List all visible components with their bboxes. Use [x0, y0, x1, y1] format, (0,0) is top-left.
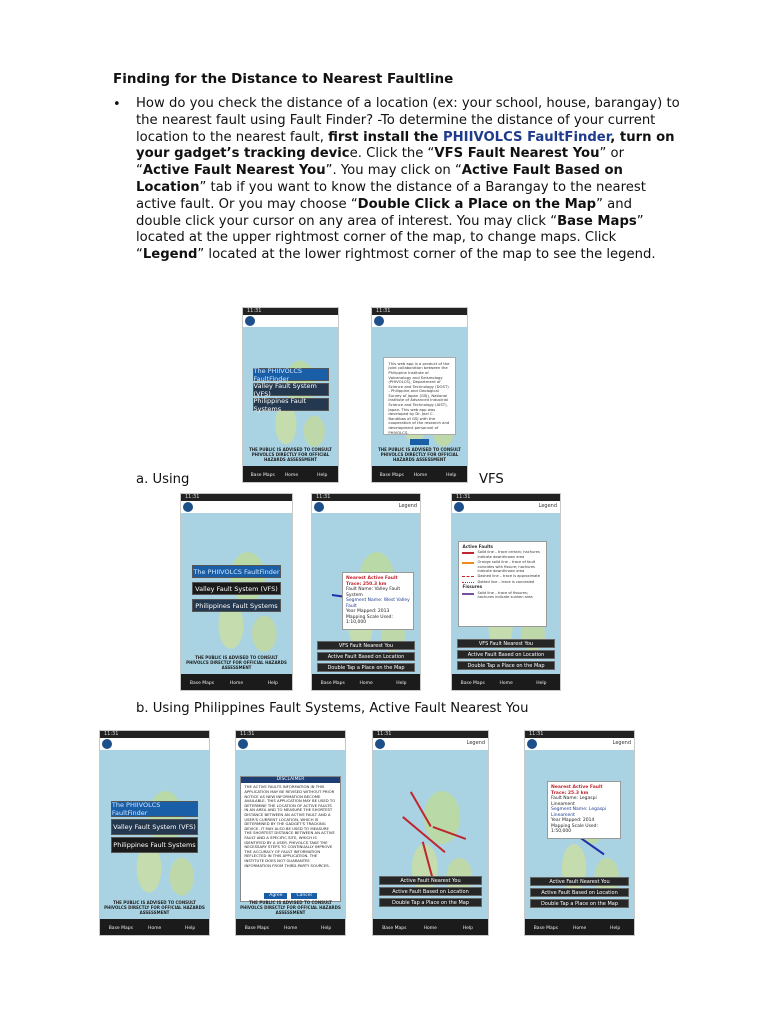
menu-pfs[interactable]: Philippines Fault Systems — [253, 398, 329, 411]
menu-pfs[interactable]: Philippines Fault Systems — [192, 599, 281, 612]
fault-popup: Nearest Active Fault Trace: 25.3 km Fault Name: Legaspi Lineament Segment Name: Legaspi Lineament Year Mapped: 2014 Mapping Scale Used: 1:50,000 — [547, 781, 621, 839]
caption-a: a. Using — [136, 472, 190, 487]
menu-vfs[interactable]: Valley Fault System (VFS) — [111, 819, 198, 835]
app-logo — [374, 316, 384, 326]
active-nearest-button[interactable]: Active Fault Nearest You — [530, 877, 628, 886]
screenshot-main-menu: 11:31 The PHIIVOLCS FaultFinder Valley Fault System (VFS) Philippines Fault Systems THE PUBLIC IS ADVISED TO CONSULT PHIVOLCS DIRECTLY FOR OFFICIAL HAZARDS ASSESSMENT Base Maps Home Help — [242, 307, 339, 483]
double-tap-button[interactable]: Double Tap a Place on the Map — [457, 661, 554, 670]
menu-pfs[interactable]: Philippines Fault Systems — [111, 837, 198, 853]
app-logo — [245, 316, 255, 326]
caption-b: b. Using Philippines Fault Systems, Active Fault Nearest You — [136, 701, 529, 716]
screenshot-about: 11:31 This web app is a product of the joint collaboration between the Philippine Institute of Volcanology and Seismology (PHIVOLCS), Department of Science and Technology (DOST) - Philippine and Geological Survey of Japan (GSJ), National Institute of Advanced Industrial Science and Technology (AIST), Japan. This web app was developed by Dr. Joel C. Bandibas of GSJ with the cooperation of the research and development personnel of PHIVOLCS. THE PUBLIC IS ADVISED TO CONSULT PHIVOLCS DIRECTLY FOR OFFICIAL HAZARDS ASSESSMENT Base Maps Home Help — [371, 307, 468, 483]
menu-vfs[interactable]: Valley Fault System (VFS) — [192, 582, 281, 595]
legend-panel: Active Faults Solid line – trace certain; hachures indicate downthrown area Orange solid line – trace of fault coincides with fissure; hachures indicate downthrown area Dashed line – trace is approximate Dotted line – trace is concealed Fissures Solid line – trace of fissures; hachures indicate sunken area — [458, 541, 547, 627]
agree-button[interactable]: Agree — [264, 893, 287, 900]
warning-text: THE PUBLIC IS ADVISED TO CONSULT PHIVOLCS DIRECTLY FOR OFFICIAL HAZARDS ASSESSMENT — [249, 447, 332, 462]
menu-phivolcs[interactable]: The PHIIVOLCS FaultFinder — [192, 565, 281, 578]
screenshot-legend: 11:31 Legend Active Faults Solid line – trace certain; hachures indicate downthrown area Orange solid line – trace of fault coincides with fissure; hachures indicate downthrown area Dashed line – trace is approximate Dotted line – trace is concealed Fissures Solid line – trace of fissures; hachures indicate sunken area VFS Fault Nearest You Active Fault Based on Location Double Tap a Place on the Map Base Maps Home Help — [451, 493, 561, 691]
instructions-paragraph: How do you check the distance of a location (ex: your school, house, barangay) to the nearest fault using Fault Finder? -To determine the distance of your current location to the nearest fault, first install the PHIIVOLCS FaultFinder, turn on your gadget’s tracking device. Click the “VFS Fault Nearest You” or “Active Fault Nearest You”. You may click on “Active Fault Based on Location” tab if you want to know the distance of a Barangay to the nearest active fault. Or you may choose “Double Click a Place on the Map” and double click your cursor on any area of interest. You may click “Base Maps” located at the upper rightmost corner of the map, to change maps. Click “Legend” located at the lower rightmost corner of the map to see the legend. — [136, 96, 680, 263]
legend-link[interactable]: Legend — [398, 503, 417, 509]
fault-popup: Nearest Active Fault Trace: 250.3 km Fault Name: Valley Fault System Segment Name: West Valley Fault Year Mapped: 2013 Mapping Scale Used: 1:10,000 — [342, 572, 414, 630]
cancel-button[interactable]: Cancel — [291, 893, 316, 900]
bullet: • — [113, 97, 121, 112]
location-button[interactable]: Active Fault Based on Location — [317, 652, 414, 661]
active-nearest-button[interactable]: Active Fault Nearest You — [379, 876, 483, 885]
screenshot-vfs-nearest: 11:31 Legend Nearest Active Fault Trace: 250.3 km Fault Name: Valley Fault System Segment Name: West Valley Fault Year Mapped: 2013 Mapping Scale Used: 1:10,000 VFS Fault Nearest You Active Fault Based on Location Double Tap a Place on the Map Base Maps Home Help — [311, 493, 421, 691]
page-title: Finding for the Distance to Nearest Faultline — [113, 71, 454, 87]
screenshot-pfs-nearest: 11:31 Legend Nearest Active Fault Trace: 25.3 km Fault Name: Legaspi Lineament Segment Name: Legaspi Lineament Year Mapped: 2014 Mapping Scale Used: 1:50,000 Active Fault Nearest You Active Fault Based on Location Double Tap a Place on the Map Base Maps Home Help — [524, 730, 635, 936]
menu-vfs[interactable]: Valley Fault System (VFS) — [253, 383, 329, 396]
menu-phivolcs[interactable]: The PHIIVOLCS FaultFinder — [111, 801, 198, 817]
double-tap-button[interactable]: Double Tap a Place on the Map — [317, 663, 414, 672]
screenshot-pfs-menu: 11:31 The PHIIVOLCS FaultFinder Valley Fault System (VFS) Philippines Fault Systems THE PUBLIC IS ADVISED TO CONSULT PHIVOLCS DIRECTLY FOR OFFICIAL HAZARDS ASSESSMENT Base Maps Home Help — [99, 730, 210, 936]
vfs-nearest-button[interactable]: VFS Fault Nearest You — [457, 639, 554, 648]
location-button[interactable]: Active Fault Based on Location — [457, 650, 554, 659]
ok-button[interactable] — [410, 439, 429, 445]
screenshot-disclaimer: 11:31 DISCLAIMER THE ACTIVE FAULTS INFORMATION IN THIS APPLICATION MAY BE REVISED WITHOUT PRIOR NOTICE AS NEW INFORMATION BECOME AVAILABLE. THIS APPLICATION MAY BE USED TO DETERMINE THE LOCATION OF ACTIVE FAULTS IN AN AREA AND TO MEASURE THE SHORTEST DISTANCE BETWEEN AN ACTIVE FAULT AND A USER'S CURRENT LOCATION, WHICH IS DETERMINED BY THE GADGET'S TRACKING DEVICE. IT MAY ALSO BE USED TO MEASURE THE SHORTEST DISTANCE BETWEEN AN ACTIVE FAULT AND A SPECIFIC SITE, WHICH IS IDENTIFIED BY A USER. PHIVOLCS TAKE THE NECESSARY STEPS TO CONTINUALLY IMPROVE THE ACCURACY OF FAULT INFORMATION REFLECTED IN THIS APPLICATION. THE INSTITUTE DOES NOT GUARANTEE INFORMATION FROM THIRD-PARTY SOURCES. Agree Cancel THE PUBLIC IS ADVISED TO CONSULT PHIVOLCS DIRECTLY FOR OFFICIAL HAZARDS ASSESSMENT Base Maps Home Help — [235, 730, 346, 936]
disclaimer-dialog: DISCLAIMER THE ACTIVE FAULTS INFORMATION IN THIS APPLICATION MAY BE REVISED WITHOUT PRIOR NOTICE AS NEW INFORMATION BECOME AVAILABLE. THIS APPLICATION MAY BE USED TO DETERMINE THE LOCATION OF ACTIVE FAULTS IN AN AREA AND TO MEASURE THE SHORTEST DISTANCE BETWEEN AN ACTIVE FAULT AND A USER'S CURRENT LOCATION, WHICH IS DETERMINED BY THE GADGET'S TRACKING DEVICE. IT MAY ALSO BE USED TO MEASURE THE SHORTEST DISTANCE BETWEEN AN ACTIVE FAULT AND A SPECIFIC SITE, WHICH IS IDENTIFIED BY A USER. PHIVOLCS TAKE THE NECESSARY STEPS TO CONTINUALLY IMPROVE THE ACCURACY OF FAULT INFORMATION REFLECTED IN THIS APPLICATION. THE INSTITUTE DOES NOT GUARANTEE INFORMATION FROM THIRD-PARTY SOURCES. Agree Cancel — [240, 776, 340, 902]
location-button[interactable]: Active Fault Based on Location — [379, 887, 483, 896]
caption-a-vfs: VFS — [479, 472, 504, 487]
about-dialog: This web app is a product of the joint collaboration between the Philippine Institute of Volcanology and Seismology (PHIVOLCS), Department of Science and Technology (DOST) - Philippine and Geological Survey of Japan (GSJ), National Institute of Advanced Industrial Science and Technology (AIST), Japan. This web app was developed by Dr. Joel C. Bandibas of GSJ with the cooperation of the research and development personnel of PHIVOLCS. — [383, 357, 455, 435]
warning-text: THE PUBLIC IS ADVISED TO CONSULT PHIVOLCS DIRECTLY FOR OFFICIAL HAZARDS ASSESSMENT — [378, 447, 461, 462]
screenshot-active-faults: 11:31 Legend Active Fault Nearest You Active Fault Based on Location Double Tap a Place on the Map Base Maps Home Help — [372, 730, 489, 936]
double-tap-button[interactable]: Double Tap a Place on the Map — [530, 899, 628, 908]
menu-phivolcs[interactable]: The PHIIVOLCS FaultFinder — [253, 368, 329, 381]
location-button[interactable]: Active Fault Based on Location — [530, 888, 628, 897]
screenshot-vfs-menu: 11:31 The PHIIVOLCS FaultFinder Valley Fault System (VFS) Philippines Fault Systems THE PUBLIC IS ADVISED TO CONSULT PHIVOLCS DIRECTLY FOR OFFICIAL HAZARDS ASSESSMENT Base Maps Home Help — [180, 493, 293, 691]
double-tap-button[interactable]: Double Tap a Place on the Map — [379, 898, 483, 907]
vfs-nearest-button[interactable]: VFS Fault Nearest You — [317, 641, 414, 650]
